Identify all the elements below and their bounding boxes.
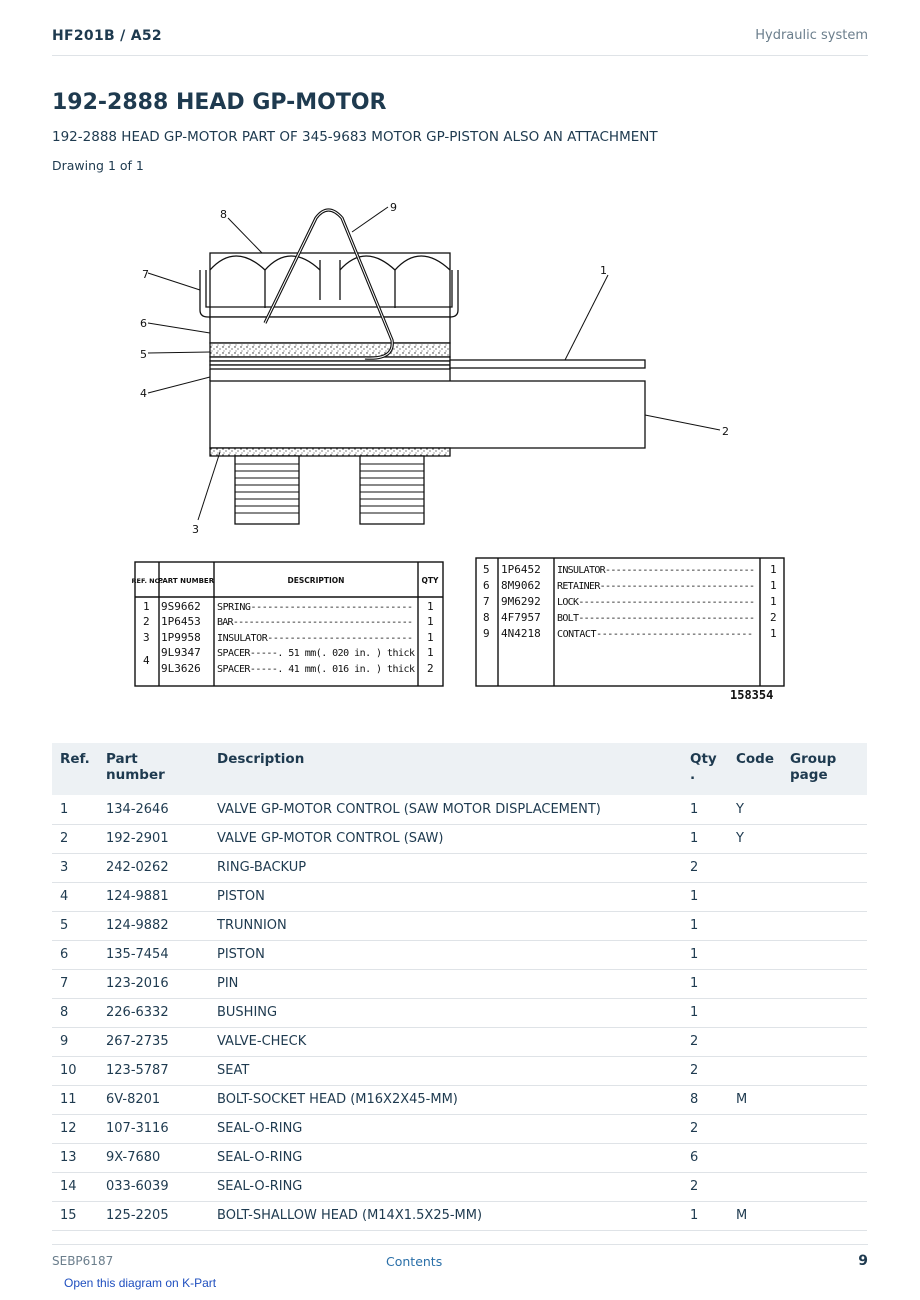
legend-header-qty: QTY (421, 576, 439, 585)
cell-ref: 12 (52, 1114, 98, 1143)
legend-left-part: 9L9347 (161, 646, 201, 659)
cell-qty: 1 (682, 969, 728, 998)
legend-right-ref: 8 (483, 611, 490, 624)
legend-header-part: PART NUMBER (157, 577, 215, 585)
cell-ref: 7 (52, 969, 98, 998)
cell-code (728, 882, 782, 911)
cell-part-number: 123-2016 (98, 969, 209, 998)
callout-8: 8 (220, 208, 227, 221)
document-id: HF201B / A52 (52, 28, 162, 44)
cell-ref: 2 (52, 824, 98, 853)
cell-part-number: 124-9882 (98, 911, 209, 940)
legend-left-qty: 1 (427, 646, 434, 659)
cell-qty: 1 (682, 911, 728, 940)
page-footer (52, 1244, 868, 1274)
cell-qty: 2 (682, 1056, 728, 1085)
cell-description: BUSHING (209, 998, 682, 1027)
cell-code (728, 1172, 782, 1201)
parts-table-body (52, 795, 867, 1230)
cell-code (728, 911, 782, 940)
page-subtitle: 192-2888 HEAD GP-MOTOR PART OF 345-9683 MOTOR GP-PISTON ALSO AN ATTACHMENT (52, 129, 658, 145)
cell-part-number: 107-3116 (98, 1114, 209, 1143)
legend-right-qty: 1 (770, 627, 777, 640)
legend-right-desc: CONTACT---------------------------- (557, 629, 753, 640)
cell-description: VALVE-CHECK (209, 1027, 682, 1056)
legend-left-desc: SPACER-----. 41 mm(. 016 in. ) thick (217, 664, 415, 675)
cell-ref: 10 (52, 1056, 98, 1085)
legend-left-desc: SPACER-----. 51 mm(. 020 in. ) thick (217, 648, 415, 659)
cell-group-page (782, 998, 867, 1027)
legend-left-ref: 3 (143, 631, 150, 644)
legend-left-ref: 1 (143, 600, 150, 613)
cell-group-page (782, 1172, 867, 1201)
cell-description: PIN (209, 969, 682, 998)
cell-ref: 15 (52, 1201, 98, 1230)
legend-left-desc: SPRING----------------------------- (217, 602, 413, 613)
cell-code: M (728, 1201, 782, 1230)
legend-right-ref: 7 (483, 595, 490, 608)
column-header-part-number: Part number (98, 743, 209, 795)
cell-code (728, 1056, 782, 1085)
cell-part-number: 226-6332 (98, 998, 209, 1027)
cell-group-page (782, 1143, 867, 1172)
cell-code (728, 1027, 782, 1056)
column-header-group-page: Group page (782, 743, 867, 795)
cell-ref: 4 (52, 882, 98, 911)
cell-qty: 1 (682, 940, 728, 969)
cell-group-page (782, 853, 867, 882)
cell-description: SEAT (209, 1056, 682, 1085)
page-number: 9 (858, 1253, 868, 1269)
cell-description: BOLT-SOCKET HEAD (M16X2X45-MM) (209, 1085, 682, 1114)
legend-right-part: 8M9062 (501, 579, 541, 592)
legend-header-ref: REF. NO. (131, 577, 163, 585)
cell-group-page (782, 882, 867, 911)
legend-right-desc: BOLT--------------------------------- (557, 613, 755, 624)
table-row (52, 882, 867, 911)
exploded-parts-drawing (120, 190, 800, 710)
column-header-description: Description (209, 743, 682, 795)
table-row (52, 969, 867, 998)
cell-part-number: 192-2901 (98, 824, 209, 853)
callout-6: 6 (140, 317, 147, 330)
legend-left-ref: 4 (143, 654, 150, 667)
cell-description: SEAL-O-RING (209, 1172, 682, 1201)
column-header-code: Code (728, 743, 782, 795)
cell-code (728, 969, 782, 998)
legend-right-ref: 6 (483, 579, 490, 592)
cell-code (728, 998, 782, 1027)
legend-right-desc: RETAINER----------------------------- (557, 581, 755, 592)
legend-right-part: 1P6452 (501, 563, 541, 576)
legend-left-ref: 2 (143, 615, 150, 628)
legend-right-qty: 1 (770, 579, 777, 592)
cell-ref: 13 (52, 1143, 98, 1172)
legend-right-qty: 1 (770, 563, 777, 576)
legend-right-part: 4N4218 (501, 627, 541, 640)
cell-qty: 1 (682, 882, 728, 911)
cell-group-page (782, 1027, 867, 1056)
cell-qty: 8 (682, 1085, 728, 1114)
cell-part-number: 242-0262 (98, 853, 209, 882)
table-row (52, 824, 867, 853)
cell-description: TRUNNION (209, 911, 682, 940)
cell-part-number: 9X-7680 (98, 1143, 209, 1172)
cell-part-number: 267-2735 (98, 1027, 209, 1056)
table-row (52, 911, 867, 940)
legend-right-part: 4F7957 (501, 611, 541, 624)
cell-qty: 2 (682, 1027, 728, 1056)
cell-ref: 6 (52, 940, 98, 969)
legend-left-qty: 1 (427, 600, 434, 613)
cell-group-page (782, 969, 867, 998)
cell-group-page (782, 824, 867, 853)
legend-left-part: 9S9662 (161, 600, 201, 613)
cell-code: M (728, 1085, 782, 1114)
cell-code: Y (728, 824, 782, 853)
page-header (52, 28, 868, 56)
callout-3: 3 (192, 523, 199, 536)
cell-group-page (782, 1201, 867, 1230)
callout-5: 5 (140, 348, 147, 361)
legend-right-desc: INSULATOR---------------------------- (557, 565, 755, 576)
cell-code (728, 853, 782, 882)
legend-left-part: 1P6453 (161, 615, 201, 628)
callout-9: 9 (390, 201, 397, 214)
cell-ref: 11 (52, 1085, 98, 1114)
cell-qty: 2 (682, 853, 728, 882)
cell-qty: 2 (682, 1172, 728, 1201)
legend-right-qty: 2 (770, 611, 777, 624)
footer-document-number: SEBP6187 (52, 1254, 114, 1268)
table-header-row (52, 743, 867, 795)
open-on-kpart-link[interactable]: Open this diagram on K-Part (64, 1276, 217, 1290)
legend-left-qty: 1 (427, 615, 434, 628)
cell-ref: 14 (52, 1172, 98, 1201)
cell-part-number: 123-5787 (98, 1056, 209, 1085)
cell-description: VALVE GP-MOTOR CONTROL (SAW MOTOR DISPLACEMENT) (209, 795, 682, 824)
section-name: Hydraulic system (755, 28, 868, 43)
legend-right-ref: 5 (483, 563, 490, 576)
cell-group-page (782, 911, 867, 940)
cell-description: BOLT-SHALLOW HEAD (M14X1.5X25-MM) (209, 1201, 682, 1230)
legend-left-desc: BAR---------------------------------- (217, 617, 413, 628)
cell-qty: 2 (682, 1114, 728, 1143)
cell-part-number: 134-2646 (98, 795, 209, 824)
table-row (52, 1027, 867, 1056)
legend-left-part: 9L3626 (161, 662, 201, 675)
legend-right-desc: LOCK--------------------------------- (557, 597, 755, 608)
cell-description: PISTON (209, 940, 682, 969)
legend-right-ref: 9 (483, 627, 490, 640)
cell-description: SEAL-O-RING (209, 1143, 682, 1172)
cell-group-page (782, 1056, 867, 1085)
column-header-qty: Qty . (682, 743, 728, 795)
drawing-number: 158354 (730, 688, 774, 702)
drawing-count: Drawing 1 of 1 (52, 158, 144, 173)
contents-link[interactable]: Contents (386, 1254, 443, 1269)
cell-description: VALVE GP-MOTOR CONTROL (SAW) (209, 824, 682, 853)
callout-2: 2 (722, 425, 729, 438)
cell-group-page (782, 940, 867, 969)
cell-code (728, 1114, 782, 1143)
table-row (52, 1114, 867, 1143)
cell-ref: 1 (52, 795, 98, 824)
table-row (52, 998, 867, 1027)
legend-left-qty: 2 (427, 662, 434, 675)
cell-group-page (782, 1114, 867, 1143)
legend-left-part: 1P9958 (161, 631, 201, 644)
table-row (52, 1056, 867, 1085)
cell-ref: 9 (52, 1027, 98, 1056)
table-row (52, 1172, 867, 1201)
cell-qty: 1 (682, 1201, 728, 1230)
legend-right-part: 9M6292 (501, 595, 541, 608)
cell-part-number: 135-7454 (98, 940, 209, 969)
cell-part-number: 124-9881 (98, 882, 209, 911)
cell-code (728, 1143, 782, 1172)
legend-left-qty: 1 (427, 631, 434, 644)
cell-ref: 3 (52, 853, 98, 882)
cell-group-page (782, 1085, 867, 1114)
callout-7: 7 (142, 268, 149, 281)
cell-part-number: 033-6039 (98, 1172, 209, 1201)
column-header-ref: Ref. (52, 743, 98, 795)
callout-4: 4 (140, 387, 147, 400)
cell-group-page (782, 795, 867, 824)
cell-code (728, 940, 782, 969)
cell-part-number: 6V-8201 (98, 1085, 209, 1114)
cell-description: RING-BACKUP (209, 853, 682, 882)
cell-code: Y (728, 795, 782, 824)
cell-description: PISTON (209, 882, 682, 911)
legend-right-qty: 1 (770, 595, 777, 608)
table-row (52, 1143, 867, 1172)
cell-qty: 1 (682, 824, 728, 853)
legend-header-desc: DESCRIPTION (287, 576, 345, 585)
cell-qty: 6 (682, 1143, 728, 1172)
cell-ref: 8 (52, 998, 98, 1027)
legend-left-desc: INSULATOR-------------------------- (217, 633, 413, 644)
table-row (52, 1201, 867, 1230)
page-title: 192-2888 HEAD GP-MOTOR (52, 90, 387, 115)
cell-ref: 5 (52, 911, 98, 940)
cell-qty: 1 (682, 795, 728, 824)
table-row (52, 940, 867, 969)
table-row (52, 795, 867, 824)
cell-qty: 1 (682, 998, 728, 1027)
callout-1: 1 (600, 264, 607, 277)
table-row (52, 853, 867, 882)
table-row (52, 1085, 867, 1114)
assembly-illustration (148, 207, 720, 524)
cell-part-number: 125-2205 (98, 1201, 209, 1230)
cell-description: SEAL-O-RING (209, 1114, 682, 1143)
parts-list-table (52, 743, 867, 1231)
